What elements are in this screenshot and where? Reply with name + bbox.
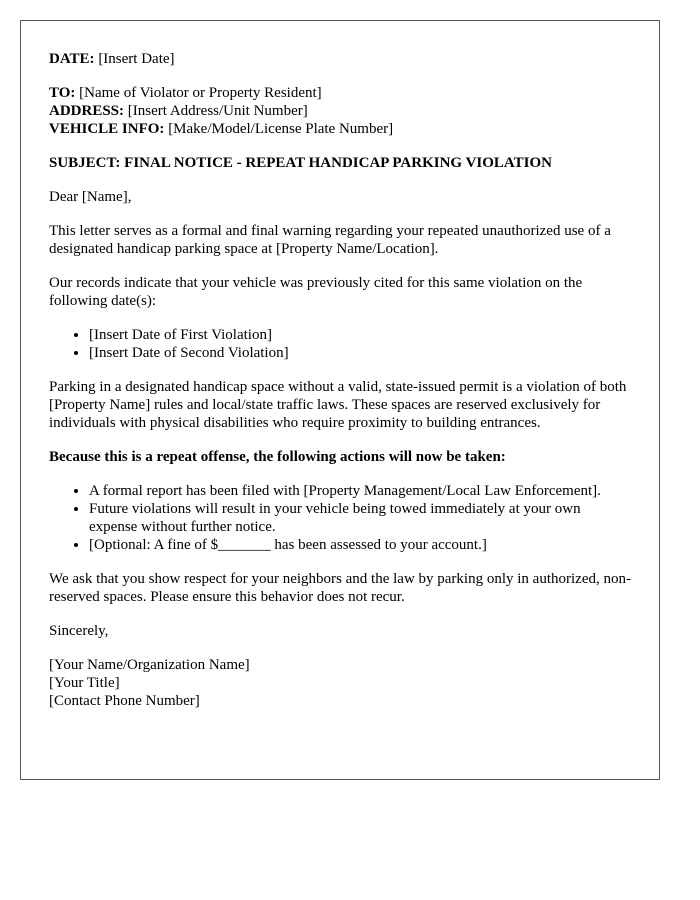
signoff: Sincerely, (49, 623, 109, 639)
to-label: TO: (49, 85, 76, 101)
violation-dates-list (49, 326, 631, 362)
records-paragraph: Our records indicate that your vehicle was previously cited for this same violation on the following date(s): (49, 275, 583, 309)
vehicle-label: VEHICLE INFO: (49, 121, 165, 137)
list-item: • [Insert Date of Second Violation] (89, 344, 631, 362)
actions-list (49, 482, 631, 554)
subject-line: SUBJECT: FINAL NOTICE - REPEAT HANDICAP PARKING VIOLATION (49, 155, 552, 171)
salutation: Dear [Name], (49, 189, 132, 205)
list-item: • Future violations will result in your vehicle being towed immediately at your own expense without further notice. (89, 500, 631, 536)
date-label: DATE: (49, 51, 95, 67)
list-item: • [Optional: A fine of $_______ has been assessed to your account.] (89, 536, 631, 554)
vehicle-value: [Make/Model/License Plate Number] (168, 121, 394, 137)
letter-page (20, 20, 660, 780)
to-line (49, 84, 631, 102)
recipient-block (49, 84, 631, 138)
intro-paragraph: This letter serves as a formal and final warning regarding your repeated unauthorized use of a designated handicap parking space at [Property Name/Location]. (49, 223, 611, 257)
date-block (49, 50, 631, 68)
vehicle-line (49, 120, 631, 138)
to-value: [Name of Violator or Property Resident] (79, 85, 322, 101)
actions-heading: Because this is a repeat offense, the following actions will now be taken: (49, 449, 506, 465)
list-item: • [Insert Date of First Violation] (89, 326, 631, 344)
signature-block (49, 656, 631, 710)
date-line (49, 50, 631, 68)
date-value: [Insert Date] (98, 51, 175, 67)
address-value: [Insert Address/Unit Number] (127, 103, 308, 119)
contact-phone: [Contact Phone Number] (49, 693, 200, 709)
law-paragraph: Parking in a designated handicap space without a valid, state-issued permit is a violation of both [Property Name] rules and local/state traffic laws. These spaces are reserved exclusively for individuals with physical disabilities who require proximity to building entrances. (49, 379, 627, 431)
signer-name: [Your Name/Organization Name] (49, 657, 250, 673)
closing-paragraph: We ask that you show respect for your neighbors and the law by parking only in authorized, non-reserved spaces. Please ensure this behavior does not recur. (49, 571, 631, 605)
address-label: ADDRESS: (49, 103, 125, 119)
signer-title: [Your Title] (49, 675, 120, 691)
list-item: • A formal report has been filed with [Property Management/Local Law Enforcement]. (89, 482, 631, 500)
address-line (49, 102, 631, 120)
